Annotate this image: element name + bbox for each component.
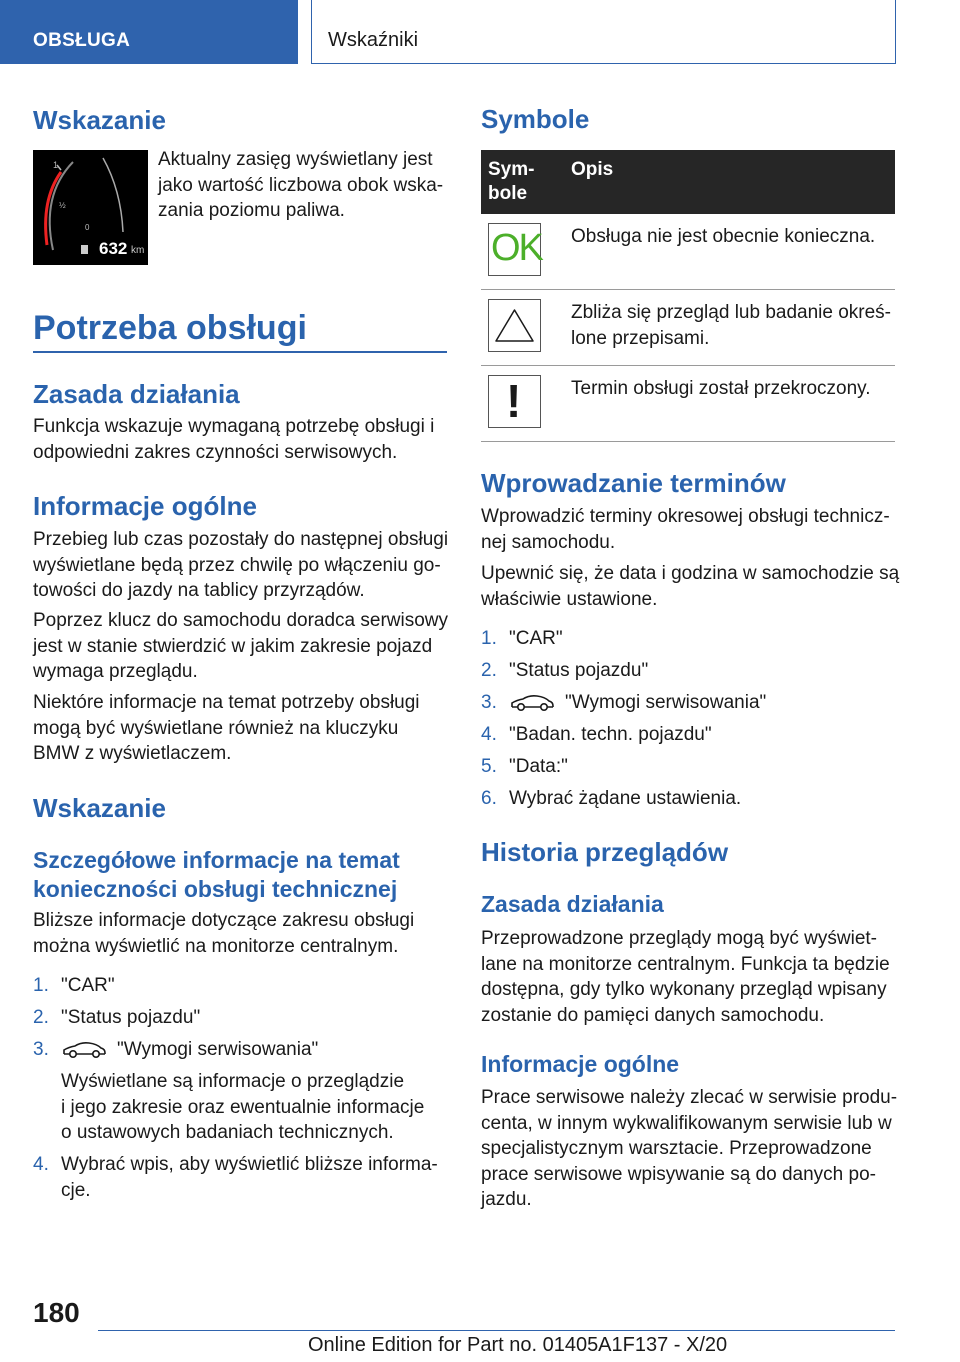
range-value: 632 (99, 239, 128, 258)
heading-wprowadzanie-terminow: Wprowadzanie terminów (481, 468, 786, 498)
list-item: 4. Wybrać wpis, aby wyświetlić bliższe informa- cje. (33, 1154, 438, 1201)
heading-wskazanie-2: Wskazanie (33, 793, 166, 823)
historia-info-text: Prace serwisowe należy zlecać w serwisie produ- centa, w innym wykwalifikowanym serwisie lub w specjalistycznym warsztacie. Przeprowadzone prace serwisowe wpisywanie są do danych po- jazdu. (481, 1087, 898, 1210)
svg-text:0: 0 (85, 223, 90, 232)
table-row: Zbliża się przegląd lub badanie okreś- lone przepisami. (481, 290, 895, 366)
heading-underline (33, 351, 447, 353)
page-number: 180 (33, 1297, 80, 1328)
heading-szczegolowe-informacje: Szczegółowe informacje na temat konieczności obsługi technicznej (33, 847, 400, 902)
zasada-text: Funkcja wskazuje wymaganą potrzebę obsługi i odpowiedni zakres czynności serwisowych. (33, 416, 435, 463)
list-item: 1. "CAR" (33, 975, 115, 996)
heading-wskazanie: Wskazanie (33, 105, 166, 135)
footer-divider (98, 1330, 895, 1331)
list-item: 4. "Badan. techn. pojazdu" (481, 724, 712, 745)
list-item: 1. "CAR" (481, 628, 563, 649)
symbols-table (481, 150, 895, 442)
edition-text: Online Edition for Part no. 01405A1F137 - X/20 (308, 1334, 728, 1356)
heading-informacje-ogolne: Informacje ogólne (33, 491, 257, 521)
table-header: Sym- bole Opis (481, 150, 895, 214)
wprowadzanie-text-2: Upewnić się, że data i godzina w samochodzie są właściwie ustawione. (481, 563, 900, 610)
section-tab: OBSŁUGA (0, 0, 298, 64)
heading-symbole: Symbole (481, 104, 590, 134)
historia-zasada-text: Przeprowadzone przeglądy mogą być wyświet- lane na monitorze centralnym. Funkcja ta będzie dostępna, gdy tylko wykonany przegląd wpisany zostanie do pamięci danych samochodu. (481, 928, 890, 1026)
table-row: OK Obsługa nie jest obecnie konieczna. (481, 214, 895, 290)
list-item: 3. "Wymogi serwisowania" (33, 1039, 319, 1060)
list-item: 2. "Status pojazdu" (33, 1007, 201, 1028)
table-row: ! Termin obsługi został przekroczony. (481, 366, 895, 442)
left-steps-list (33, 973, 447, 1069)
ok-icon: OK (488, 223, 541, 276)
heading-historia-przegladow: Historia przeglądów (481, 837, 729, 867)
car-icon (61, 1041, 107, 1059)
heading-potrzeba-obslugi: Potrzeba obsługi (33, 309, 307, 347)
list-item: 5. "Data:" (481, 756, 568, 777)
warning-triangle-icon (488, 299, 541, 352)
heading-zasada-dzialania: Zasada działania (33, 379, 240, 409)
car-icon (509, 694, 555, 712)
szczegolowe-text: Bliższe informacje dotyczące zakresu obsługi można wyświetlić na monitorze centralnym. (33, 910, 415, 957)
svg-text:½: ½ (59, 201, 66, 210)
list-item: 2. "Status pojazdu" (481, 660, 649, 681)
wskazanie-text: Aktualny zasięg wyświetlany jest jako wartość liczbowa obok wska- zania poziomu paliwa. (158, 149, 444, 221)
list-item: 3. "Wymogi serwisowania" (481, 692, 767, 713)
chapter-tab: Wskaźniki (311, 0, 896, 64)
info-paragraph-3: Niektóre informacje na temat potrzeby obsługi mogą być wyświetlane również na kluczyku BMW z wyświetlaczem. (33, 692, 420, 764)
wprowadzanie-text-1: Wprowadzić terminy okresowej obsługi technicz- nej samochodu. (481, 506, 890, 553)
exclamation-icon: ! (488, 375, 541, 428)
right-steps-list (481, 626, 895, 818)
svg-text:1: 1 (53, 160, 59, 170)
heading-informacje-ogolne-2: Informacje ogólne (481, 1051, 680, 1077)
step-3-details: Wyświetlane są informacje o przeglądzie i jego zakresie oraz ewentualnie informacje o ustawowych badaniach technicznych. (61, 1071, 425, 1143)
heading-zasada-dzialania-2: Zasada działania (481, 891, 664, 917)
fuel-gauge-image (33, 150, 148, 265)
info-paragraph-2: Poprzez klucz do samochodu doradca serwisowy jest w stanie stwierdzić w jakim zakresie pojazd wymaga przeglądu. (33, 610, 449, 682)
info-paragraph-1: Przebieg lub czas pozostały do następnej obsługi wyświetlane będą przez chwilę po włączeniu go- towości do jazdy na tablicy przyrządów. (33, 529, 449, 601)
range-unit: km (131, 245, 145, 256)
list-item: 6. Wybrać żądane ustawienia. (481, 788, 742, 809)
